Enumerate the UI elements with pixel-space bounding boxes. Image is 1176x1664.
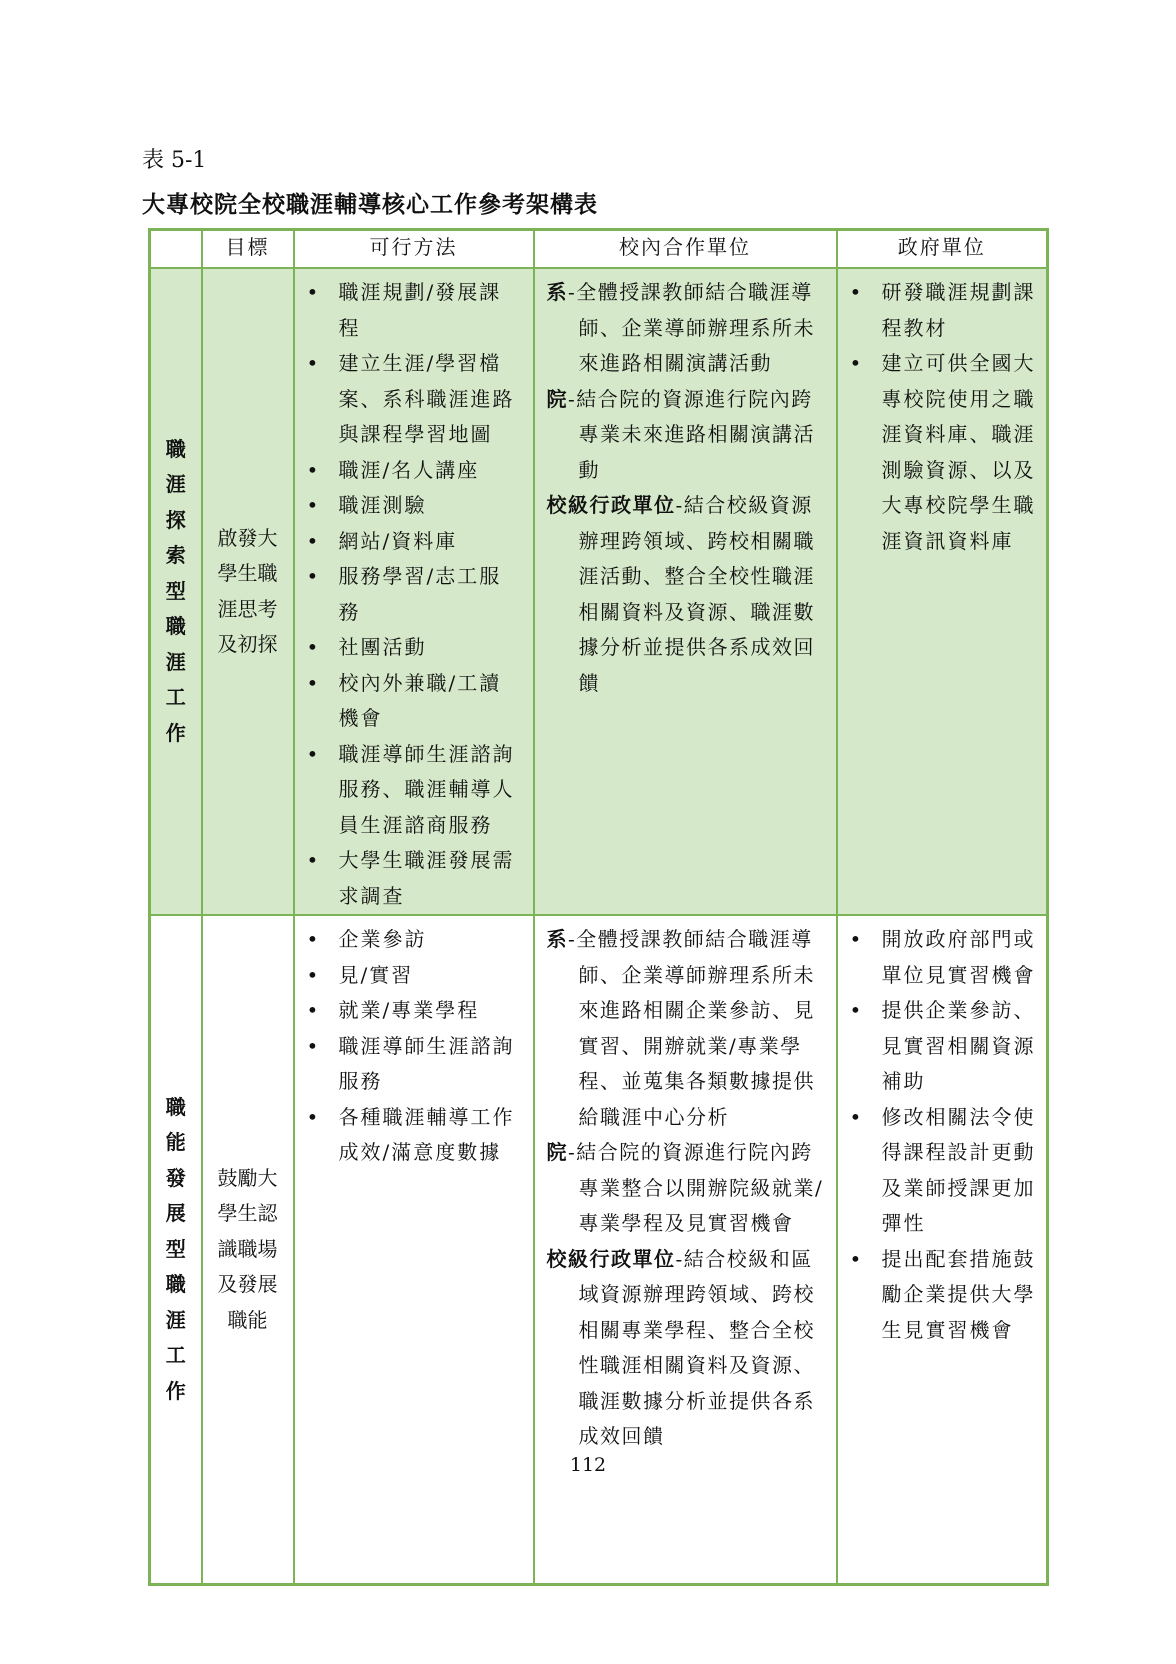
partner-text: -結合院的資源進行院內跨專業未來進路相關演講活動 xyxy=(568,386,815,482)
header-category xyxy=(150,230,202,269)
list-item: • 校內外兼職/工讀機會 xyxy=(307,666,523,737)
category-label: 職能發展型職涯工作 xyxy=(165,1094,186,1403)
list-item: • 建立可供全國大專校院使用之職涯資料庫、職涯測驗資源、以及大專校院學生職涯資訊資料庫 xyxy=(850,346,1039,559)
table-header-row xyxy=(150,230,1048,269)
list-item: • 提供企業參訪、見實習相關資源補助 xyxy=(850,993,1039,1100)
partners-list xyxy=(535,922,836,1455)
list-item: • 就業/專業學程 xyxy=(307,993,523,1029)
partner-unit: 院 xyxy=(546,386,568,411)
table-row xyxy=(150,268,1048,915)
methods-cell xyxy=(294,268,534,915)
goal-cell: 鼓勵大學生認識職場及發展職能 xyxy=(202,915,294,1585)
partner-unit: 系 xyxy=(546,927,568,951)
list-item: • 職涯/名人講座 xyxy=(307,453,523,489)
list-item: • 職涯規劃/發展課程 xyxy=(307,275,523,346)
list-item: • 建立生涯/學習檔案、系科職涯進路與課程學習地圖 xyxy=(307,346,523,453)
list-item: • 開放政府部門或單位見實習機會 xyxy=(850,922,1039,993)
partner-entry xyxy=(547,275,826,382)
list-item: • 服務學習/志工服務 xyxy=(307,559,523,630)
partner-unit: 校級行政單位 xyxy=(546,1246,676,1271)
list-item: • 職涯導師生涯諮詢服務 xyxy=(307,1029,523,1100)
list-item: • 職涯導師生涯諮詢服務、職涯輔導人員生涯諮商服務 xyxy=(307,737,523,844)
header-goal: 目標 xyxy=(202,230,294,269)
header-methods: 可行方法 xyxy=(294,230,534,269)
government-list xyxy=(838,275,1047,559)
list-item: • 網站/資料庫 xyxy=(307,524,523,560)
partner-unit: 院 xyxy=(546,1140,568,1164)
table-title: 大專校院全校職涯輔導核心工作參考架構表 xyxy=(142,191,598,218)
list-item: • 大學生職涯發展需求調查 xyxy=(307,843,523,914)
list-item: • 修改相關法令使得課程設計更動及業師授課更加彈性 xyxy=(850,1100,1039,1242)
government-cell xyxy=(837,268,1048,915)
list-item: • 職涯測驗 xyxy=(307,488,523,524)
partner-text: -結合院的資源進行院內跨專業整合以開辦院級就業/專業學程及見實習機會 xyxy=(568,1140,824,1235)
list-item: • 企業參訪 xyxy=(307,922,523,958)
partners-cell xyxy=(534,915,837,1585)
category-label: 職涯探索型職涯工作 xyxy=(165,436,186,745)
category-cell xyxy=(150,268,202,915)
partner-entry xyxy=(547,922,826,1135)
government-list xyxy=(838,922,1047,1348)
list-item: • 各種職涯輔導工作成效/滿意度數據 xyxy=(307,1100,523,1171)
methods-list xyxy=(295,275,533,914)
methods-list xyxy=(295,922,533,1171)
government-cell xyxy=(837,915,1048,1585)
category-cell xyxy=(150,915,202,1585)
partner-text: -全體授課教師結合職涯導師、企業導師辦理系所未來進路相關企業參訪、見實習、開辦就業/專業學程、並蒐集各類數據提供給職涯中心分析 xyxy=(568,927,815,1129)
partner-unit: 校級行政單位 xyxy=(546,493,676,517)
list-item: • 社團活動 xyxy=(307,630,523,666)
partner-text: -結合校級和區域資源辦理跨領域、跨校相關專業學程、整合全校性職涯相關資料及資源、職涯數據分析並提供各系成效回饋 xyxy=(578,1246,815,1448)
methods-cell xyxy=(294,915,534,1585)
partner-text: -全體授課教師結合職涯導師、企業導師辦理系所未來進路相關演講活動 xyxy=(568,280,815,375)
partner-entry xyxy=(547,382,826,489)
partner-entry xyxy=(547,1135,826,1242)
table-row xyxy=(150,915,1048,1585)
partner-entry xyxy=(547,488,826,701)
list-item: • 提出配套措施鼓勵企業提供大學生見實習機會 xyxy=(850,1242,1039,1349)
header-government: 政府單位 xyxy=(837,230,1048,269)
career-framework-table xyxy=(148,228,1049,1586)
partners-list xyxy=(535,275,836,701)
table-label: 表 5-1 xyxy=(142,148,207,173)
partner-entry xyxy=(547,1242,826,1455)
header-partners: 校內合作單位 xyxy=(534,230,837,269)
goal-cell: 啟發大學生職涯思考及初探 xyxy=(202,268,294,915)
list-item: • 見/實習 xyxy=(307,958,523,994)
list-item: • 研發職涯規劃課程教材 xyxy=(850,275,1039,346)
partner-text: -結合校級資源辦理跨領域、跨校相關職涯活動、整合全校性職涯相關資料及資源、職涯數據分析並提供各系成效回饋 xyxy=(578,493,815,695)
partners-cell xyxy=(534,268,837,915)
page-number: 112 xyxy=(569,1454,607,1476)
partner-unit: 系 xyxy=(546,280,568,304)
